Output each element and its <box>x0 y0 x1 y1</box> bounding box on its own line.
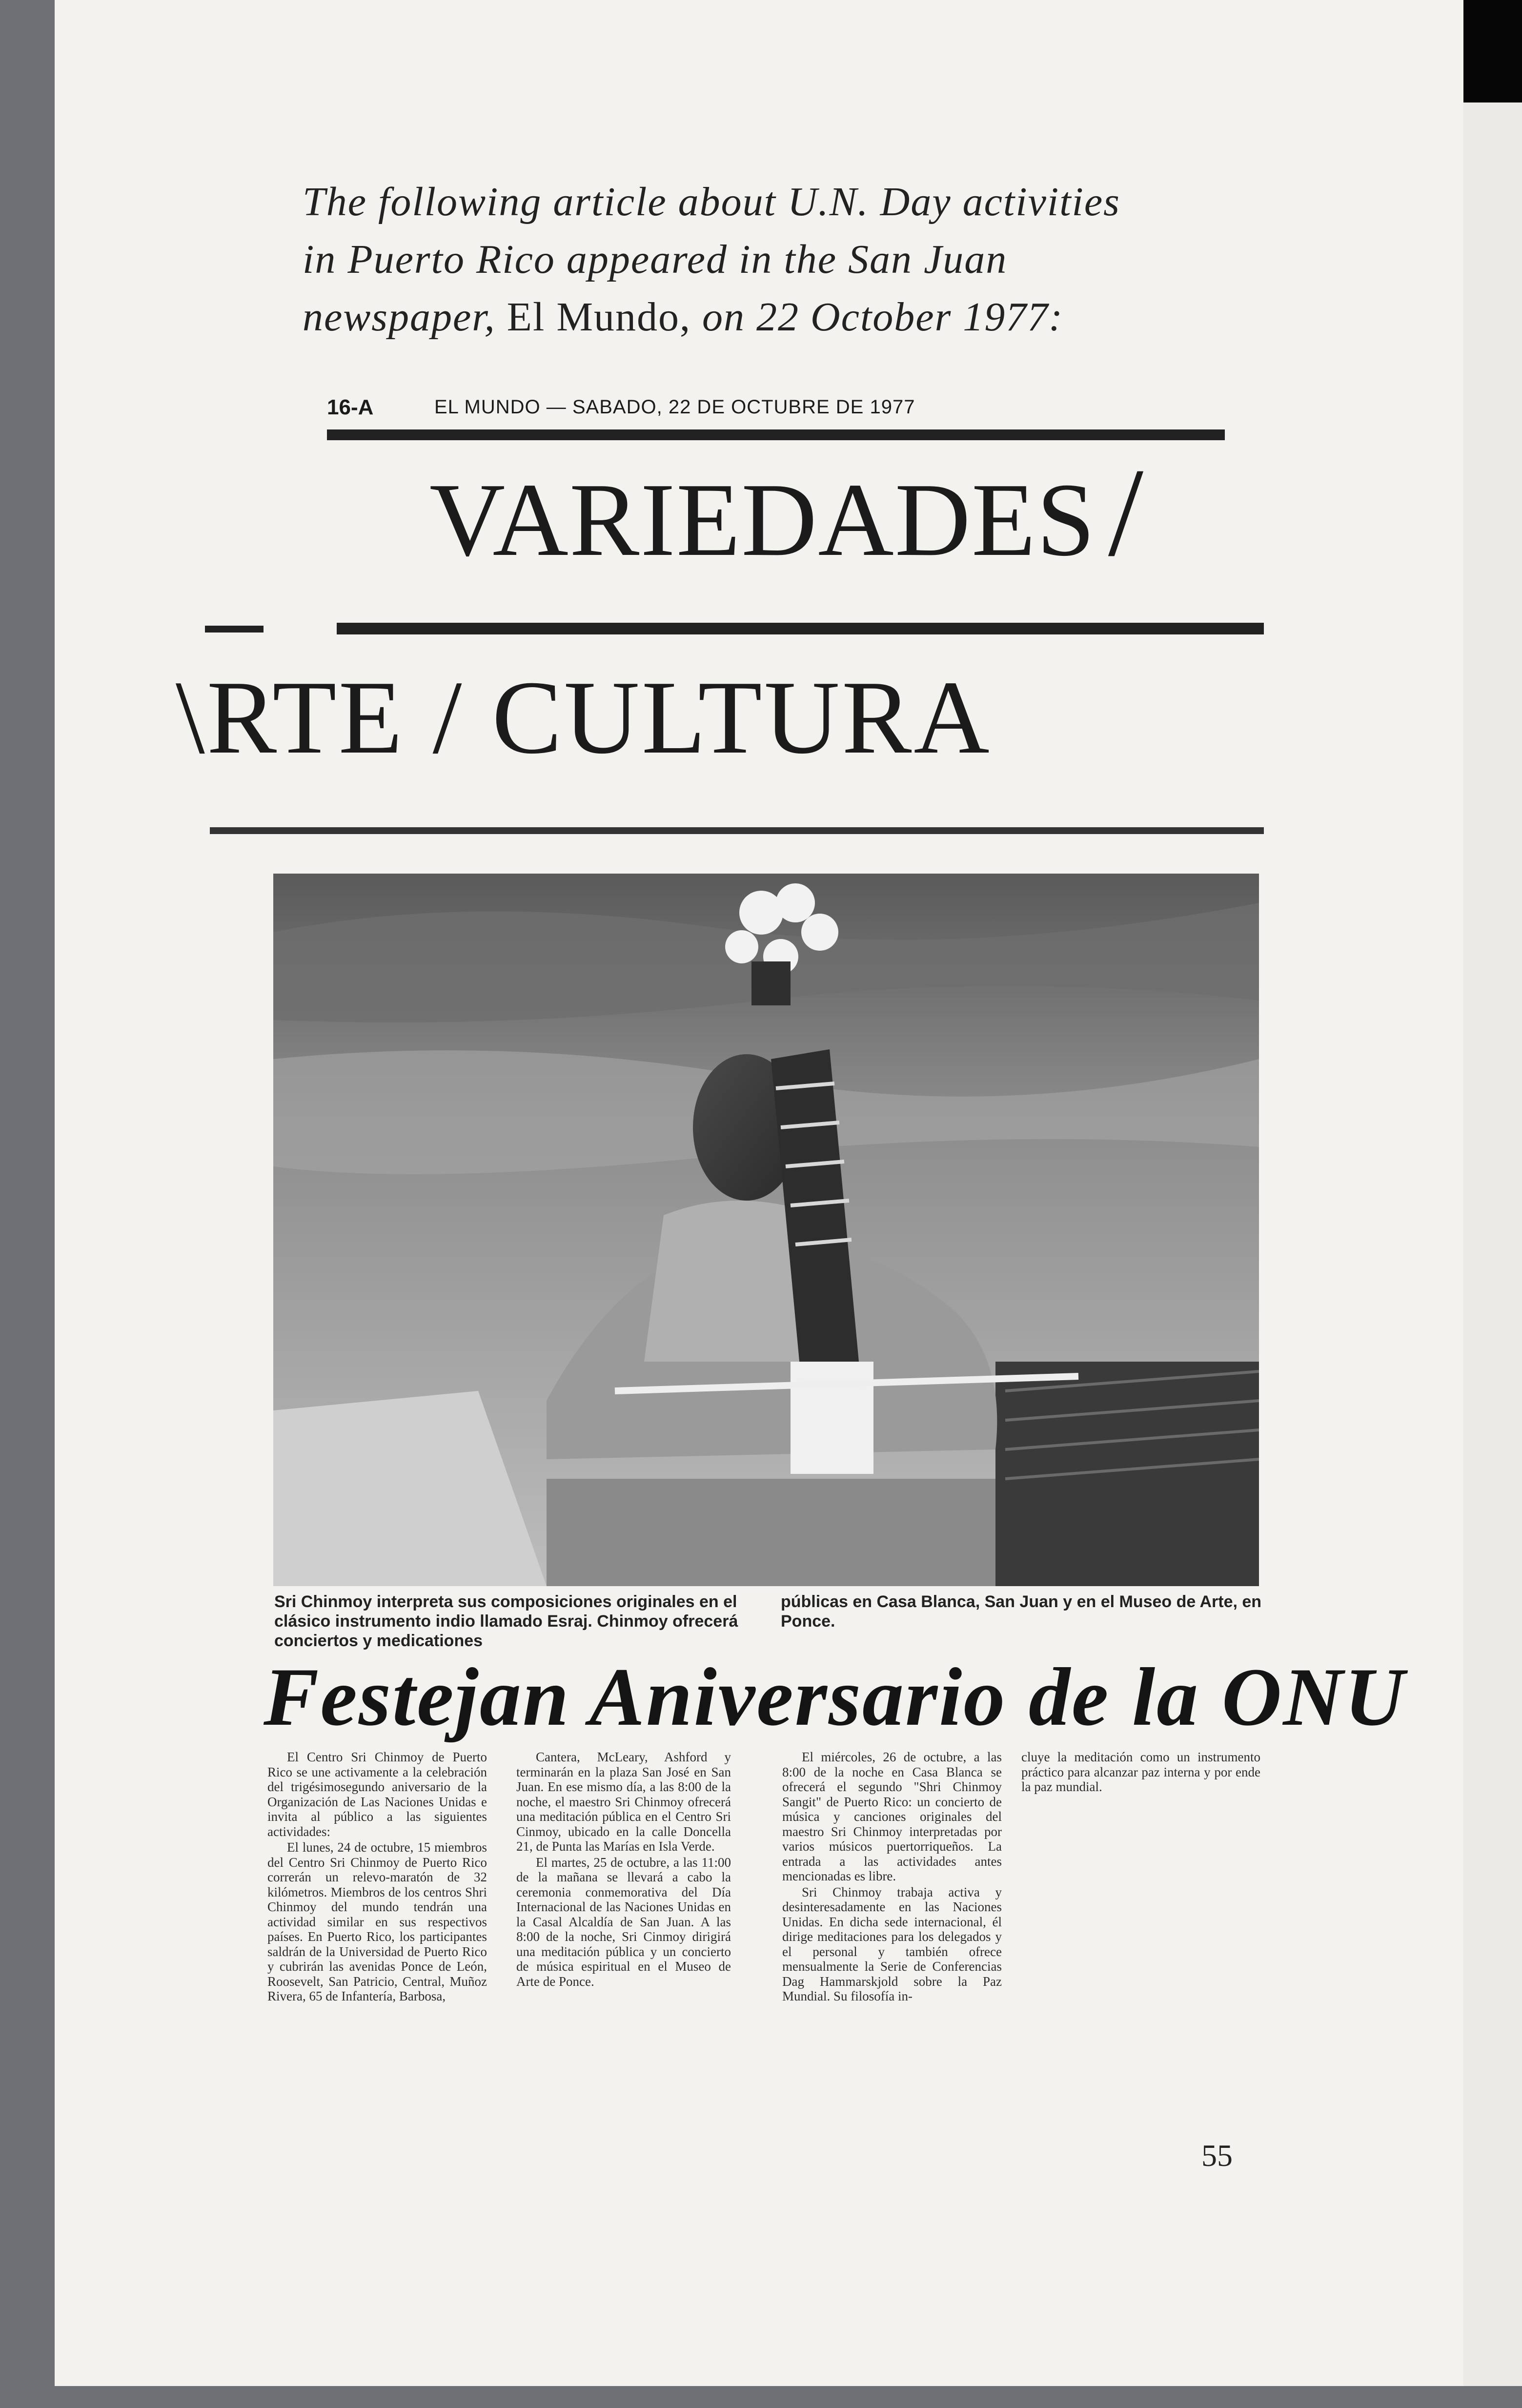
page-number: 55 <box>1201 2138 1233 2173</box>
paragraph: El miércoles, 26 de octubre, a las 8:00 de la noche en Casa Blanca se ofrecerá el segundo "Shri Chinmoy Sangit" de Puerto Rico: un concierto de música y canciones originales del maestro Sri Chinmoy interpretadas por varios músicos puertorriqueños. La entrada a las actividades antes mencionadas es libre. <box>782 1750 1002 1883</box>
masthead-date: EL MUNDO — SABADO, 22 DE OCTUBRE DE 1977 <box>434 396 915 418</box>
page-label: 16-A <box>327 395 374 419</box>
paragraph: cluye la meditación como un instrumento práctico para alcanzar paz interna y por ende la paz mundial. <box>1021 1750 1260 1794</box>
photo-caption-left: Sri Chinmoy interpreta sus composiciones originales en el clásico instrumento indio llamado Esraj. Chinmoy ofrecerá conciertos y medicationes <box>274 1592 738 1650</box>
paragraph: El Centro Sri Chinmoy de Puerto Rico se une activamente a la celebración del trigésimosegundo aniversario de la Organización de Las Naciones Unidas e invita al público a las siguientes actividades: <box>267 1750 487 1839</box>
intro-text <box>303 173 1269 346</box>
article-column-3 <box>782 1750 1002 2005</box>
section-title-1: VARIEDADES <box>429 461 1096 578</box>
intro-line-1: The following article about U.N. Day activities <box>303 179 1120 224</box>
paragraph: Cantera, McLeary, Ashford y terminarán en la plaza San José en San Juan. En ese mismo día, a las 8:00 de la noche, el maestro Sri Chinmoy ofrecerá una meditación pública en el Centro Sri Cinmoy, ubicado en la calle Doncella 21, de Punta las Marías en Isla Verde. <box>516 1750 731 1854</box>
newspaper-name: El Mundo, <box>507 294 691 340</box>
paragraph: El lunes, 24 de octubre, 15 miembros del Centro Sri Chinmoy de Puerto Rico correrán un relevo-maratón de 32 kilómetros. Miembros de los centros Shri Chinmoy del mundo tendrán una actividad similar en sus respectivos países. En Puerto Rico, los participantes saldrán de la Universidad de Puerto Rico y cubrirán las avenidas Ponce de León, Roosevelt, San Patricio, Central, Muñoz Rivera, 65 de Infantería, Barbosa, <box>267 1840 487 2003</box>
article-column-4 <box>1021 1750 1260 1796</box>
photo-stage-edge <box>995 1362 1259 1586</box>
section-slash: / <box>1108 442 1145 583</box>
section-rule-bottom <box>210 827 1264 834</box>
article-column-1 <box>267 1750 487 2005</box>
photo-esraj-body <box>791 1362 873 1474</box>
masthead-rule <box>327 429 1225 440</box>
scan-left-margin <box>0 0 55 2408</box>
intro-line-2: in Puerto Rico appeared in the San Juan <box>303 237 1008 282</box>
scan-corner-mark <box>1463 0 1522 102</box>
intro-line-3 <box>303 288 1269 346</box>
paragraph: El martes, 25 de octubre, a las 11:00 de la mañana se llevará a cabo la ceremonia conmemorativa del Día Internacional de las Naciones Unidas en la Casal Alcaldía de San Juan. A las 8:00 de la noche, Sri Cinmoy dirigirá una meditación pública y un concierto de música espiritual en el Museo de Arte de Ponce. <box>516 1855 731 1989</box>
article-column-2 <box>516 1750 731 1990</box>
section-rule <box>337 623 1264 634</box>
scan-bottom-margin <box>0 2386 1522 2408</box>
photo-vase <box>751 961 791 1005</box>
section-rule-short <box>205 626 264 633</box>
intro-line-3-post: on 22 October 1977: <box>702 294 1064 340</box>
article-headline: Festejan Aniversario de la ONU <box>264 1651 1406 1743</box>
photo-caption-right: públicas en Casa Blanca, San Juan y en el Museo de Arte, en Ponce. <box>781 1592 1262 1631</box>
section-title-arte-cultura: \RTE / CULTURA <box>176 659 992 775</box>
section-title-variedades <box>429 442 1145 583</box>
photo-cushion <box>547 1479 995 1586</box>
article-photo <box>273 874 1259 1586</box>
intro-line-3-pre: newspaper, <box>303 294 496 340</box>
paragraph: Sri Chinmoy trabaja activa y desinteresadamente en las Naciones Unidas. En dicha sede internacional, él dirige meditaciones para los delegados y el personal y también ofrece mensualmente la Serie de Conferencias Dag Hammarskjold sobre la Paz Mundial. Su filosofía in- <box>782 1884 1002 2003</box>
newspaper-masthead <box>303 395 1230 425</box>
